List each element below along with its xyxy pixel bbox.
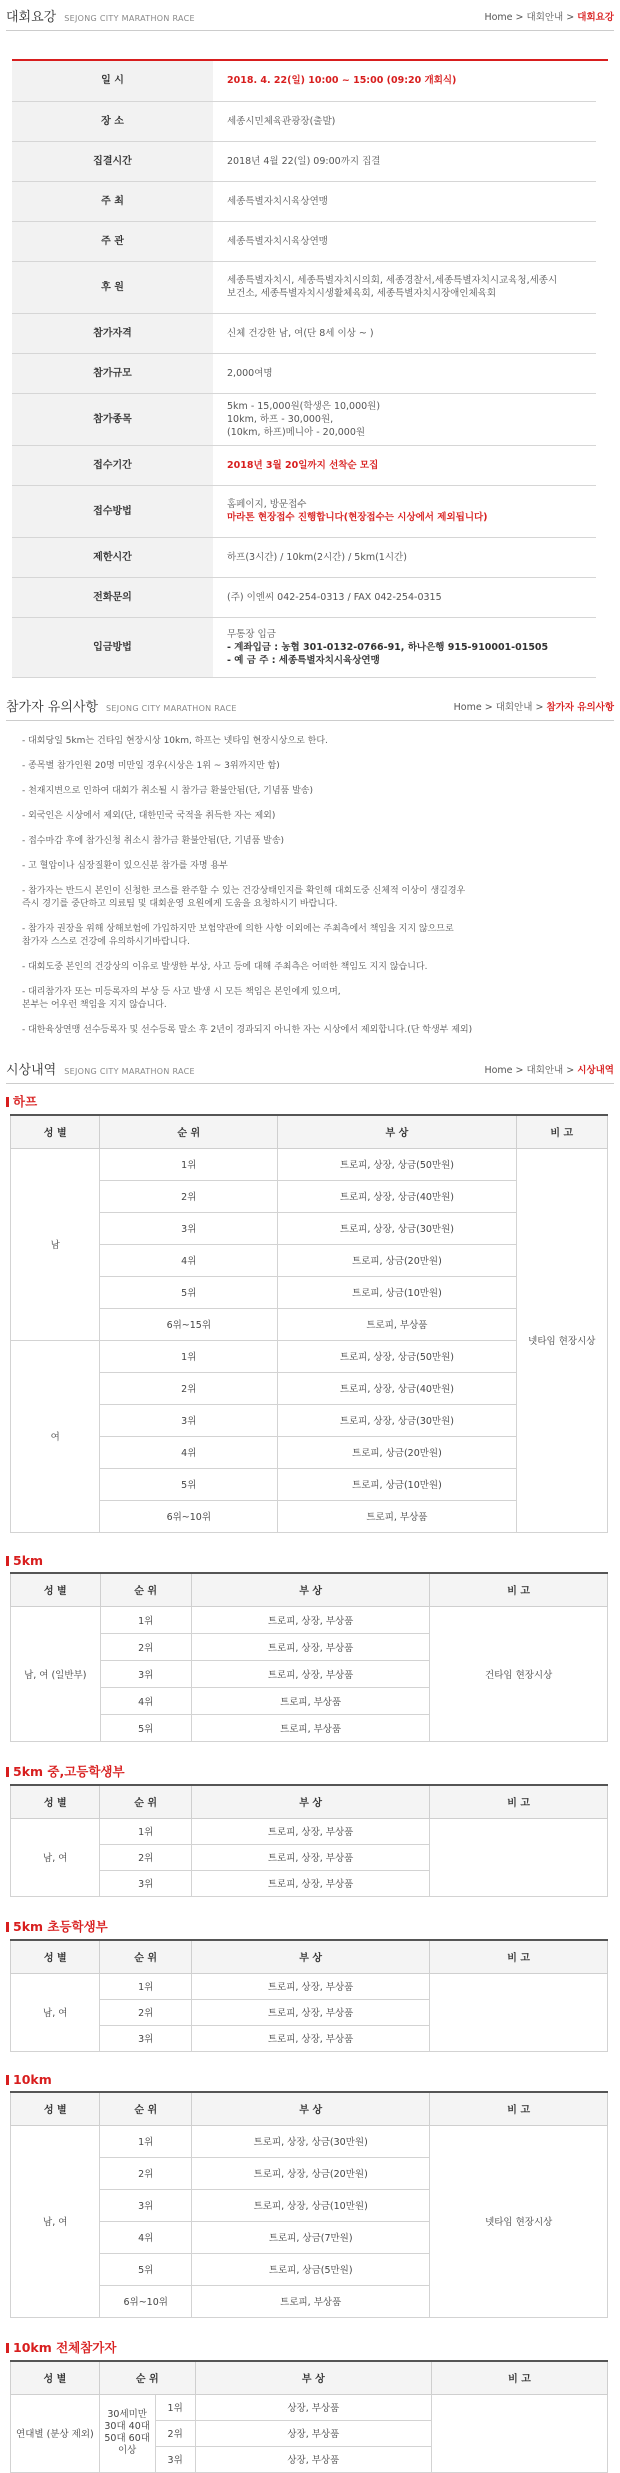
category-marker: [6, 1767, 9, 1777]
notice-line: - 종목별 참가인원 20명 미만일 경우(시상은 1위 ~ 3위까지만 함): [22, 760, 280, 771]
elem-table: [10, 1939, 608, 2052]
notice-subtitle: SEJONG CITY MARATHON RACE: [106, 703, 237, 713]
breadcrumb-sep: >: [484, 701, 493, 713]
info-value: [213, 261, 596, 313]
rank-cell: 1위: [155, 2394, 195, 2420]
notice-item: [22, 760, 598, 773]
info-value: [213, 61, 596, 101]
header-note: 비 고: [516, 1115, 607, 1149]
breadcrumb: [484, 1062, 614, 1076]
info-value-line: 무통장 입금: [227, 628, 276, 640]
rank-cell: 1위: [100, 1340, 278, 1372]
rank-cell: 3위: [100, 2189, 192, 2221]
notice-item: [22, 923, 598, 949]
notice-item: [22, 986, 598, 1012]
category-title-ten_all: [6, 2338, 620, 2356]
info-row: [12, 181, 596, 221]
breadcrumb-parent[interactable]: 대회안내: [526, 12, 564, 23]
prize-cell: 트로피, 부상품: [278, 1308, 516, 1340]
rank-cell: 5위: [100, 2253, 192, 2285]
info-row: [12, 313, 596, 353]
table-header-row: [11, 2361, 608, 2395]
notice-line: - 대한육상연맹 선수등록자 및 선수등록 말소 후 2년이 경과되지 아니한 자는 시상에서 제외합니다.(단 학생부 제외): [22, 1024, 473, 1035]
header-note: 비 고: [430, 1940, 608, 1974]
table-header-row: [11, 2092, 608, 2126]
awards-header: [6, 1053, 614, 1084]
notice-line: - 참가자 권장을 위해 상해보험에 가입하지만 보험약관에 의한 사항 이외에는 주최측에서 책임을 지지 않으므로: [22, 923, 454, 934]
table-row: [11, 2125, 608, 2157]
table-row: [11, 1606, 608, 1633]
notice-line: - 대회도중 본인의 건강상의 이유로 발생한 부상, 사고 등에 대해 주최측은 어떠한 책임도 지지 않습니다.: [22, 961, 428, 972]
gender-cell: 연대별 (분상 제외): [11, 2394, 100, 2472]
notice-item: [22, 785, 598, 798]
table-row: [11, 2394, 608, 2420]
header-rank: 순 위: [100, 1940, 191, 1974]
info-row: [12, 221, 596, 261]
notice-line: - 외국인은 시상에서 제외(단, 대한민국 국적을 취득한 자는 제외): [22, 810, 276, 821]
info-label: 전화문의: [12, 577, 213, 617]
category-name: 5km 초등학생부: [13, 1918, 108, 1934]
prize-cell: 트로피, 부상품: [191, 1687, 429, 1714]
info-value-line: (주) 이엔씨 042-254-0313 / FAX 042-254-0315: [227, 591, 442, 603]
header-rank: 순 위: [100, 1573, 191, 1607]
notice-item: [22, 835, 598, 848]
info-value: [213, 537, 596, 577]
info-row: [12, 353, 596, 393]
age-group-cell: 30세미만 30대 40대 50대 60대이상: [99, 2394, 155, 2472]
note-cell: [430, 1818, 608, 1896]
overview-title: 대회요강 SEJONG CITY MARATHON RACE: [6, 10, 195, 25]
notice-line: - 대회당일 5km는 건타임 현장시상 10km, 하프는 넷타임 현장시상으로 한다.: [22, 735, 328, 746]
prize-cell: 트로피, 부상품: [191, 1714, 429, 1741]
breadcrumb-current: 참가자 유의사항: [546, 701, 614, 713]
header-rank: 순 위: [100, 1785, 191, 1819]
rank-cell: 5위: [100, 1276, 278, 1308]
breadcrumb-sep: >: [535, 701, 544, 713]
breadcrumb-home[interactable]: Home: [484, 1064, 513, 1076]
info-value: [213, 181, 596, 221]
header-prize: 부 상: [192, 2092, 430, 2126]
table-row: [11, 1148, 608, 1180]
info-value-line: 2018. 4. 22(일) 10:00 ~ 15:00 (09:20 개회식): [227, 75, 457, 87]
breadcrumb-home[interactable]: Home: [453, 701, 482, 713]
rank-cell: 5위: [100, 1714, 191, 1741]
info-label: 입금방법: [12, 617, 213, 677]
breadcrumb-sep: >: [566, 1064, 575, 1076]
rank-cell: 1위: [100, 2125, 192, 2157]
info-value-line: 하프(3시간) / 10km(2시간) / 5km(1시간): [227, 551, 407, 563]
info-value: [213, 141, 596, 181]
header-prize: 부 상: [195, 2361, 431, 2395]
note-cell: [431, 2394, 607, 2472]
info-label: 집결시간: [12, 141, 213, 181]
five-table: [10, 1572, 608, 1742]
rank-cell: 2위: [100, 2157, 192, 2189]
rank-cell: 1위: [100, 1818, 191, 1844]
header-prize: 부 상: [191, 1573, 429, 1607]
table-row: [11, 1818, 608, 1844]
info-value-line: 신체 건강한 남, 여(단 8세 이상 ~ ): [227, 327, 374, 339]
info-row: [12, 141, 596, 181]
table-header-row: [11, 1940, 608, 1974]
header-rank: 순 위: [99, 2361, 195, 2395]
prize-cell: 트로피, 상장, 상금(50만원): [278, 1340, 516, 1372]
table-header-row: [11, 1573, 608, 1607]
overview-header: [6, 0, 614, 31]
info-value-line: (10km, 하프)메니아 - 20,000원: [227, 426, 366, 438]
rank-cell: 3위: [155, 2446, 195, 2472]
prize-cell: 트로피, 부상품: [278, 1500, 516, 1532]
breadcrumb-parent[interactable]: 대회안내: [495, 701, 533, 713]
notice-item: [22, 885, 598, 911]
prize-cell: 트로피, 상장, 상금(40만원): [278, 1372, 516, 1404]
info-row: [12, 445, 596, 485]
gender-cell: 남: [11, 1148, 100, 1340]
info-value-line: 마라톤 현장접수 진행합니다(현장접수는 시상에서 제외됩니다): [227, 512, 488, 523]
prize-cell: 트로피, 상금(10만원): [278, 1276, 516, 1308]
notice-header: [6, 690, 614, 721]
prize-cell: 상장, 부상품: [195, 2394, 431, 2420]
prize-cell: 트로피, 상장, 부상품: [191, 1633, 429, 1660]
prize-cell: 트로피, 상장, 상금(20만원): [192, 2157, 430, 2189]
info-label: 참가종목: [12, 393, 213, 445]
prize-cell: 트로피, 상금(10만원): [278, 1468, 516, 1500]
table-row: [11, 1973, 608, 1999]
header-gender: 성 별: [11, 2361, 100, 2395]
info-row: [12, 577, 596, 617]
award-tables: [0, 1092, 620, 2473]
info-value-line: 세종시민체육관광장(출발): [227, 115, 336, 127]
rank-cell: 4위: [100, 1687, 191, 1714]
prize-cell: 트로피, 상금(20만원): [278, 1244, 516, 1276]
prize-cell: 트로피, 부상품: [192, 2285, 430, 2317]
notice-item: [22, 860, 598, 873]
info-row: [12, 617, 596, 677]
breadcrumb: [484, 9, 614, 23]
info-label: 주 최: [12, 181, 213, 221]
rank-cell: 6위~10위: [100, 1500, 278, 1532]
breadcrumb-sep: >: [566, 12, 575, 23]
gender-cell: 남, 여: [11, 1818, 100, 1896]
prize-cell: 트로피, 상장, 부상품: [191, 1660, 429, 1687]
gender-cell: 여: [11, 1340, 100, 1532]
breadcrumb: [454, 699, 614, 713]
header-note: 비 고: [431, 2361, 607, 2395]
category-name: 10km 전체참가자: [13, 2339, 117, 2355]
middle-table: [10, 1784, 608, 1897]
notice-line: - 고 혈압이나 심장질환이 있으신분 참가를 자명 용부: [22, 860, 228, 871]
header-prize: 부 상: [191, 1785, 429, 1819]
info-value-line: 보건소, 세종특별자치시생활체육회, 세종특별자치시장애인체육회: [227, 288, 497, 299]
note-cell: [430, 1973, 608, 2051]
info-label: 후 원: [12, 261, 213, 313]
header-note: 비 고: [430, 1573, 608, 1607]
rank-cell: 5위: [100, 1468, 278, 1500]
gender-cell: 남, 여: [11, 2125, 100, 2317]
info-value: [213, 101, 596, 141]
breadcrumb-current: 시상내역: [577, 1064, 614, 1076]
info-value-line: 2,000여명: [227, 367, 273, 379]
info-label: 주 관: [12, 221, 213, 261]
info-value-line: - 계좌입금 : 농협 301-0132-0766-91, 하나은행 915-910001-01505: [227, 641, 549, 653]
breadcrumb-home[interactable]: Home: [484, 12, 513, 23]
prize-cell: 상장, 부상품: [195, 2446, 431, 2472]
category-title-five: [6, 1553, 620, 1568]
prize-cell: 트로피, 상장, 부상품: [191, 1870, 429, 1896]
info-value: [213, 485, 596, 537]
rank-cell: 2위: [100, 1372, 278, 1404]
category-name: 하프: [13, 1093, 38, 1109]
prize-cell: 트로피, 상장, 부상품: [191, 1606, 429, 1633]
rank-cell: 4위: [100, 2221, 192, 2253]
notice-line: - 접수마감 후에 참가신청 취소시 참가금 환불안됨(단, 기념품 발송): [22, 835, 285, 846]
notice-line: - 참가자는 반드시 본인이 신청한 코스를 완주할 수 있는 건강상태인지를 확인해 대회도중 신체적 이상이 생길경우: [22, 885, 466, 896]
notice-line: 참가자 스스로 건강에 유의하시기바랍니다.: [22, 936, 190, 947]
half-table: [10, 1114, 608, 1533]
rank-cell: 3위: [100, 1212, 278, 1244]
info-label: 접수기간: [12, 445, 213, 485]
ten-all-table: [10, 2360, 608, 2473]
header-rank: 순 위: [100, 2092, 192, 2126]
rank-cell: 6위~15위: [100, 1308, 278, 1340]
info-label: 참가자격: [12, 313, 213, 353]
notice-line: - 대리참가자 또는 미등록자의 부상 등 사고 발생 시 모든 책임은 본인에게 있으며,: [22, 986, 341, 997]
category-name: 5km: [13, 1552, 44, 1568]
info-value-line: 홈페이지, 방문접수: [227, 499, 307, 510]
rank-cell: 2위: [100, 1999, 191, 2025]
overview-table: [12, 61, 596, 678]
prize-cell: 트로피, 상금(20만원): [278, 1436, 516, 1468]
prize-cell: 트로피, 상장, 부상품: [191, 1844, 429, 1870]
rank-cell: 3위: [100, 1660, 191, 1687]
notice-line: - 천재지변으로 인하여 대회가 취소될 시 참가금 환불안됨(단, 기념품 발송): [22, 785, 314, 796]
note-cell: 넷타임 현장시상: [516, 1148, 607, 1532]
rank-cell: 2위: [100, 1844, 191, 1870]
info-value: [213, 445, 596, 485]
info-label: 제한시간: [12, 537, 213, 577]
info-label: 장 소: [12, 101, 213, 141]
header-note: 비 고: [430, 1785, 608, 1819]
info-label: 접수방법: [12, 485, 213, 537]
category-marker: [6, 1556, 9, 1566]
overview-subtitle: SEJONG CITY MARATHON RACE: [64, 14, 195, 23]
info-row: [12, 537, 596, 577]
info-row: [12, 261, 596, 313]
header-note: 비 고: [430, 2092, 608, 2126]
rank-cell: 1위: [100, 1606, 191, 1633]
notice-item: [22, 1024, 598, 1037]
prize-cell: 상장, 부상품: [195, 2420, 431, 2446]
prize-cell: 트로피, 상장, 상금(10만원): [192, 2189, 430, 2221]
category-title-half: [6, 1092, 620, 1110]
info-row: [12, 393, 596, 445]
prize-cell: 트로피, 상장, 부상품: [191, 1973, 429, 1999]
table-header-row: [11, 1785, 608, 1819]
rank-cell: 3위: [100, 2025, 191, 2051]
notice-line: 즉시 경기를 중단하고 의료팀 및 대회운영 요원에게 도움을 요청하시기 바랍니다.: [22, 898, 338, 909]
info-value-line: 2018년 4월 22(일) 09:00까지 집결: [227, 155, 381, 167]
category-marker: [6, 2343, 9, 2353]
info-value: [213, 313, 596, 353]
info-row: [12, 101, 596, 141]
rank-cell: 1위: [100, 1148, 278, 1180]
rank-cell: 4위: [100, 1436, 278, 1468]
prize-cell: 트로피, 상장, 부상품: [191, 2025, 429, 2051]
gender-cell: 남, 여: [11, 1973, 100, 2051]
rank-cell: 4위: [100, 1244, 278, 1276]
header-gender: 성 별: [11, 1785, 100, 1819]
prize-cell: 트로피, 상장, 상금(30만원): [278, 1404, 516, 1436]
prize-cell: 트로피, 상장, 상금(40만원): [278, 1180, 516, 1212]
category-title-ten: [6, 2072, 620, 2087]
category-title-elem: [6, 1917, 620, 1935]
rank-cell: 2위: [155, 2420, 195, 2446]
header-rank: 순 위: [100, 1115, 278, 1149]
header-gender: 성 별: [11, 1115, 100, 1149]
header-gender: 성 별: [11, 2092, 100, 2126]
notice-item: [22, 810, 598, 823]
header-prize: 부 상: [278, 1115, 516, 1149]
breadcrumb-parent[interactable]: 대회안내: [526, 1064, 564, 1076]
notice-list: [22, 735, 598, 1037]
info-row: [12, 485, 596, 537]
info-value: [213, 617, 596, 677]
info-row: [12, 61, 596, 101]
header-prize: 부 상: [191, 1940, 429, 1974]
header-gender: 성 별: [11, 1940, 100, 1974]
rank-cell: 1위: [100, 1973, 191, 1999]
rank-cell: 2위: [100, 1180, 278, 1212]
category-title-middle: [6, 1762, 620, 1780]
rank-cell: 2위: [100, 1633, 191, 1660]
info-value: [213, 393, 596, 445]
table-header-row: [11, 1115, 608, 1149]
awards-subtitle: SEJONG CITY MARATHON RACE: [64, 1066, 195, 1076]
category-marker: [6, 1097, 9, 1107]
notice-line: 본부는 어우런 책임을 지지 않습니다.: [22, 999, 167, 1010]
info-value-line: 5km - 15,000원(학생은 10,000원): [227, 400, 381, 412]
breadcrumb-sep: >: [515, 1064, 524, 1076]
info-value-line: 세종특별자치시육상연맹: [227, 235, 328, 247]
breadcrumb-sep: >: [515, 12, 524, 23]
prize-cell: 트로피, 상장, 부상품: [191, 1818, 429, 1844]
note-cell: 건타임 현장시상: [430, 1606, 608, 1741]
info-value-line: 2018년 3월 20일까지 선착순 모집: [227, 459, 379, 471]
gender-cell: 남, 여 (일반부): [11, 1606, 101, 1741]
info-value-line: 세종특별자치시육상연맹: [227, 195, 328, 207]
info-value-line: - 예 금 주 : 세종특별자치시육상연맹: [227, 654, 380, 666]
info-label: 일 시: [12, 61, 213, 101]
prize-cell: 트로피, 상금(7만원): [192, 2221, 430, 2253]
prize-cell: 트로피, 상장, 상금(30만원): [278, 1212, 516, 1244]
info-value-line: 10km, 하프 - 30,000원,: [227, 413, 334, 425]
ten-table: [10, 2091, 608, 2318]
rank-cell: 3위: [100, 1404, 278, 1436]
awards-title: 시상내역 SEJONG CITY MARATHON RACE: [6, 1062, 195, 1078]
notice-item: [22, 961, 598, 974]
category-marker: [6, 2075, 9, 2085]
category-name: 5km 중,고등학생부: [13, 1763, 125, 1779]
notice-item: [22, 735, 598, 748]
notice-title: 참가자 유의사항 SEJONG CITY MARATHON RACE: [6, 699, 237, 715]
prize-cell: 트로피, 상장, 상금(50만원): [278, 1148, 516, 1180]
rank-cell: 6위~10위: [100, 2285, 192, 2317]
note-cell: 넷타임 현장시상: [430, 2125, 608, 2317]
category-name: 10km: [13, 2071, 52, 2087]
prize-cell: 트로피, 상금(5만원): [192, 2253, 430, 2285]
header-gender: 성 별: [11, 1573, 101, 1607]
category-marker: [6, 1922, 9, 1932]
info-value: [213, 577, 596, 617]
rank-cell: 3위: [100, 1870, 191, 1896]
prize-cell: 트로피, 상장, 상금(30만원): [192, 2125, 430, 2157]
info-value: [213, 221, 596, 261]
breadcrumb-current: 대회요강: [577, 12, 614, 23]
info-value-line: 세종특별자치시, 세종특별자치시의회, 세종경찰서,세종특별자치시교육청,세종시: [227, 275, 558, 286]
info-value: [213, 353, 596, 393]
info-label: 참가규모: [12, 353, 213, 393]
prize-cell: 트로피, 상장, 부상품: [191, 1999, 429, 2025]
